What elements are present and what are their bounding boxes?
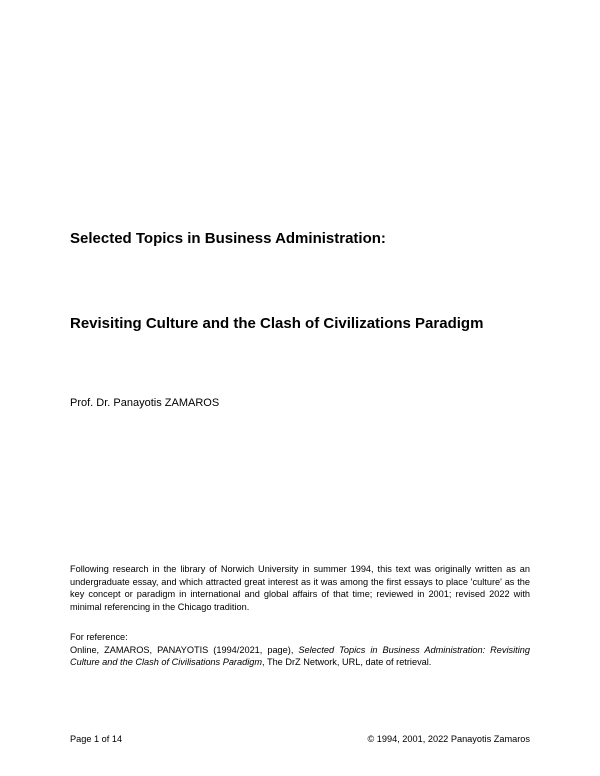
page-number: Page 1 of 14	[70, 734, 123, 744]
reference-label: For reference:	[70, 632, 128, 642]
copyright-notice: © 1994, 2001, 2022 Panayotis Zamaros	[367, 734, 530, 744]
abstract-paragraph: Following research in the library of Norwich University in summer 1994, this text was originally written as an undergraduate essay, and which attracted great interest as it was among the first essays to place 'culture' as the key concept or paradigm in international and global affairs of that time; reviewed in 2001; revised 2022 with minimal referencing in the Chicago tradition.	[70, 564, 530, 613]
reference-citation-title: Selected Topics in Business Administration: Revisiting Culture and the Clash of Civilisations Paradigm	[70, 644, 530, 668]
document-title-line-2: Revisiting Culture and the Clash of Civilizations Paradigm	[70, 315, 484, 332]
reference-block	[70, 631, 530, 669]
document-title-line-1: Selected Topics in Business Administration:	[70, 230, 386, 247]
reference-citation-suffix: , The DrZ Network, URL, date of retrieval.	[262, 657, 432, 668]
reference-citation-prefix: Online, ZAMAROS, PANAYOTIS (1994/2021, page),	[70, 644, 299, 655]
author-name: Prof. Dr. Panayotis ZAMAROS	[70, 397, 220, 409]
